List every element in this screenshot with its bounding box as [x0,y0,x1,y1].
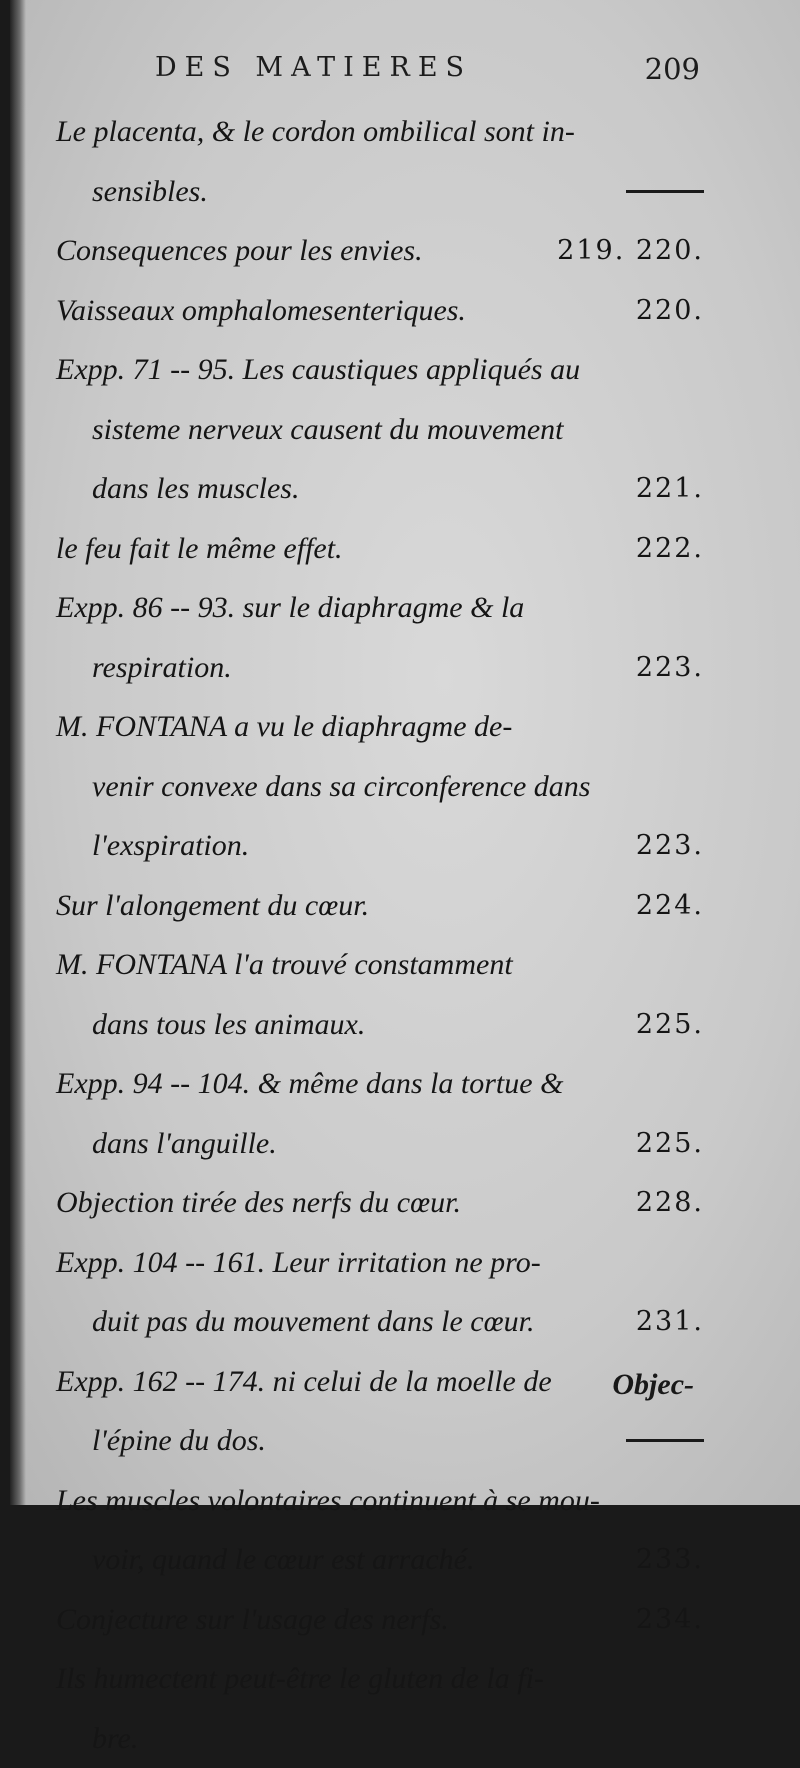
index-entry-line [56,757,704,817]
index-entry-line [56,1411,704,1471]
entry-text: dans l'anguille. [92,1114,277,1174]
entry-page-ref: 219. 220. [557,221,704,281]
entry-text: duit pas du mouvement dans le cœur. [92,1292,534,1352]
running-header-title: DES MATIERES [155,52,472,83]
index-entry [56,102,704,221]
index-entry-line [56,221,704,281]
entry-page-ref: 224. [636,876,704,936]
index-entry-line [56,162,704,222]
entry-page-ref: 228. [636,1173,704,1233]
index-entry [56,697,704,876]
entry-text: l'exspiration. [92,816,249,876]
entry-page-ref: 223. [636,816,704,876]
index-entry-line [56,519,704,579]
page-number: 209 [645,52,700,86]
entry-page-ref: 233. [636,1530,704,1590]
index-entry [56,1590,704,1650]
entry-text: Ils humectent peut-être le gluten de la fi- [56,1649,544,1709]
entry-text: Expp. 104 -- 161. Leur irritation ne pro- [56,1233,541,1293]
index-entry-line [56,1590,704,1650]
entry-text: le feu fait le même effet. [56,519,343,579]
index-entry-line [56,281,704,341]
entry-text: Expp. 94 -- 104. & même dans la tortue & [56,1054,563,1114]
index-entry [56,221,704,281]
entry-text: voir, quand le cœur est arraché. [92,1530,474,1590]
index-entry-line [56,340,704,400]
index-entry [56,1649,704,1768]
index-entry-line [56,1352,704,1412]
index-entry-line [56,1292,704,1352]
index-entry-line [56,876,704,936]
entry-text: Les muscles volontaires continuent à se mou- [56,1471,600,1531]
entry-page-ref: 221. [636,459,704,519]
entry-page-ref: 231. [636,1292,704,1352]
entry-text: sisteme nerveux causent du mouvement [92,400,564,460]
entry-page-ref: 225. [636,995,704,1055]
index-entry-line [56,1649,704,1709]
entry-text: Consequences pour les envies. [56,221,423,281]
index-entry-line [56,935,704,995]
index-entry-line [56,459,704,519]
entry-text: venir convexe dans sa circonference dans [92,757,590,817]
entry-text: Expp. 71 -- 95. Les caustiques appliqués au [56,340,580,400]
index-entry-line [56,578,704,638]
page-gutter-shadow [10,0,26,1505]
index-entry-line [56,638,704,698]
entry-text: bre. [92,1709,138,1768]
entry-text: Le placenta, & le cordon ombilical sont in- [56,102,575,162]
entry-text: dans tous les animaux. [92,995,365,1055]
entry-text: M. FONTANA l'a trouvé constamment [56,935,513,995]
entry-text: l'épine du dos. [92,1411,266,1471]
entry-page-ref: 220. [636,281,704,341]
index-entry-line [56,1054,704,1114]
index-entry-line [56,1709,704,1768]
entry-text: M. FONTANA a vu le diaphragme de- [56,697,512,757]
ditto-dash [626,1439,704,1442]
index-entry-line [56,1173,704,1233]
entry-page-ref: 223. [636,638,704,698]
entry-text: Expp. 86 -- 93. sur le diaphragme & la [56,578,524,638]
running-header [155,52,700,94]
index-entry [56,578,704,697]
index-entry [56,1352,704,1471]
entry-page-ref: 234. [636,1590,704,1650]
entry-text: Sur l'alongement du cœur. [56,876,369,936]
index-entry [56,281,704,341]
index-entry-line [56,400,704,460]
index-entry-line [56,1471,704,1531]
entry-text: Conjecture sur l'usage des nerfs. [56,1590,449,1650]
index-entry-line [56,1114,704,1174]
ditto-dash [626,190,704,193]
index-entry-line [56,102,704,162]
index-entry-line [56,816,704,876]
index-entry [56,340,704,519]
index-entry [56,935,704,1054]
index-entry [56,1471,704,1590]
index-entry-line [56,1233,704,1293]
index-entries [56,102,704,1768]
entry-text: Expp. 162 -- 174. ni celui de la moelle de [56,1352,552,1412]
index-entry [56,1233,704,1352]
index-entry-line [56,697,704,757]
book-page [10,0,800,1505]
entry-text: respiration. [92,638,232,698]
entry-text: sensibles. [92,162,208,222]
index-entry [56,1173,704,1233]
entry-text: Objection tirée des nerfs du cœur. [56,1173,461,1233]
index-entry-line [56,995,704,1055]
entry-page-ref: 222. [636,519,704,579]
index-entry [56,519,704,579]
index-entry [56,1054,704,1173]
index-entry [56,876,704,936]
index-entry-line [56,1530,704,1590]
entry-text: dans les muscles. [92,459,299,519]
entry-text: Vaisseaux omphalomesenteriques. [56,281,466,341]
entry-page-ref: 225. [636,1114,704,1174]
catchword: Objec- [612,1368,694,1402]
